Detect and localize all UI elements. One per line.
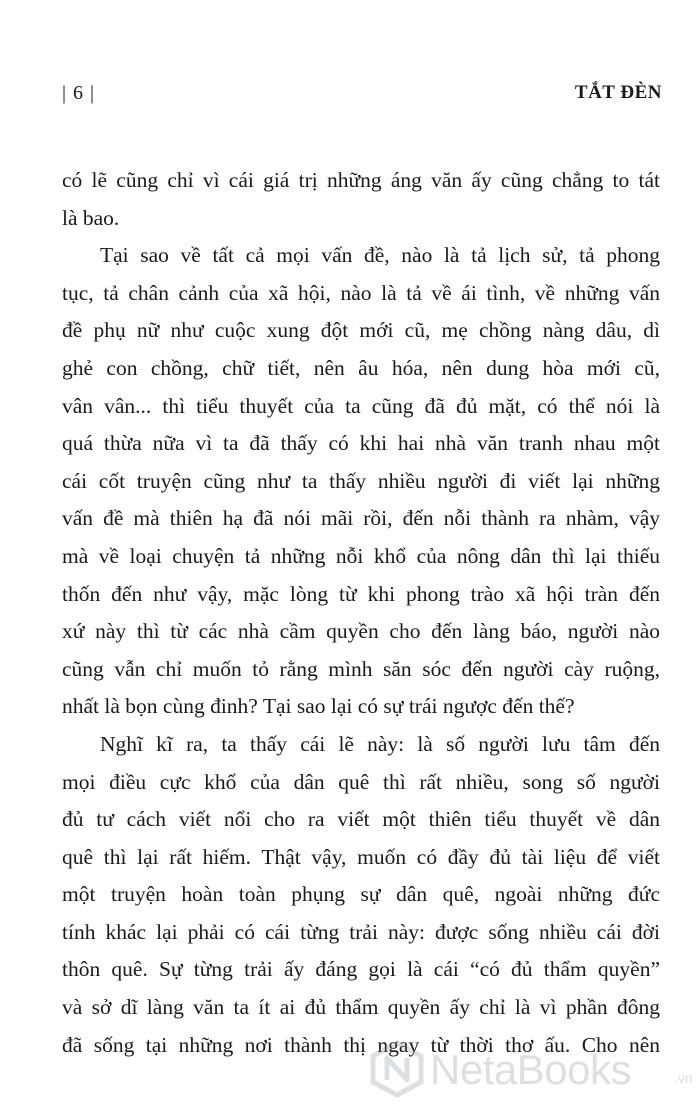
watermark xyxy=(368,1036,698,1106)
text-line: có lẽ cũng chỉ vì cái giá trị những áng văn ấy cũng chẳng to tát xyxy=(62,168,660,192)
watermark-suffix: .vn xyxy=(674,1070,693,1086)
text-line: xứ này thì từ các nhà cầm quyền cho đến làng báo, người nào xyxy=(62,619,660,644)
text-line: tính khác lại phải có cái từng trải này: được sống nhiều cái đời xyxy=(62,919,660,944)
running-title: TẮT ĐÈN xyxy=(574,82,662,103)
text-line: quê thì lại rất hiếm. Thật vậy, muốn có đầy đủ tài liệu để viết xyxy=(62,844,660,869)
text-line: cũng vẫn chỉ muốn tỏ rằng mình săn sóc đến người cày ruộng, xyxy=(62,656,660,681)
text-line: và sở dĩ làng văn ta ít ai đủ thẩm quyền ấy chỉ là vì phần đông xyxy=(62,995,660,1020)
text-line: đã sống tại những nơi thành thị ngay từ thời thơ ấu. Cho nên xyxy=(62,1032,660,1057)
page-number: | 6 | xyxy=(62,82,96,104)
text-line: nhất là bọn cùng đinh? Tại sao lại có sự trái ngược đến thế? xyxy=(62,694,575,719)
netabooks-logo-icon xyxy=(368,1040,426,1098)
text-line: cái cốt truyện cũng như ta thấy nhiều người đi viết lại những xyxy=(62,468,660,493)
text-line: Tại sao về tất cả mọi vấn đề, nào là tả lịch sử, tả phong xyxy=(100,243,660,268)
text-line: đủ tư cách viết nổi cho ra viết một thiên tiểu thuyết về dân xyxy=(62,807,660,832)
text-line: quá thừa nữa vì ta đã thấy có khi hai nhà văn tranh nhau một xyxy=(62,431,660,456)
text-line: vân vân... thì tiểu thuyết của ta cũng đã đủ mặt, có thể nói là xyxy=(62,393,660,418)
text-line: một truyện hoàn toàn phụng sự dân quê, ngoài những đức xyxy=(62,882,660,907)
text-line: là bao. xyxy=(62,205,120,230)
text-line: thôn quê. Sự từng trải ấy đáng gọi là cái “có đủ thẩm quyền” xyxy=(62,957,660,982)
text-line: ghẻ con chồng, chữ tiết, nên âu hóa, nên dung hòa mới cũ, xyxy=(62,355,660,380)
watermark-brand: NetaBooks xyxy=(430,1046,631,1093)
text-line: Nghĩ kĩ ra, ta thấy cái lẽ này: là số người lưu tâm đến xyxy=(100,731,660,756)
page-header xyxy=(62,80,662,110)
text-line: vấn đề mà thiên hạ đã nói mãi rồi, đến nỗi thành ra nhàm, vậy xyxy=(62,506,660,531)
text-line: đề phụ nữ như cuộc xung đột mới cũ, mẹ chồng nàng dâu, dì xyxy=(62,318,660,343)
text-line: mà về loại chuyện tả những nỗi khổ của nông dân thì lại thiếu xyxy=(62,543,660,568)
text-line: mọi điều cực khổ của dân quê thì rất nhiều, song số người xyxy=(62,769,660,794)
text-line: thốn đến như vậy, mặc lòng từ khi phong trào xã hội tràn đến xyxy=(62,581,660,606)
body-text xyxy=(62,162,660,1064)
text-line: tục, tả chân cảnh của xã hội, nào là tả về ái tình, về những vấn xyxy=(62,280,660,305)
